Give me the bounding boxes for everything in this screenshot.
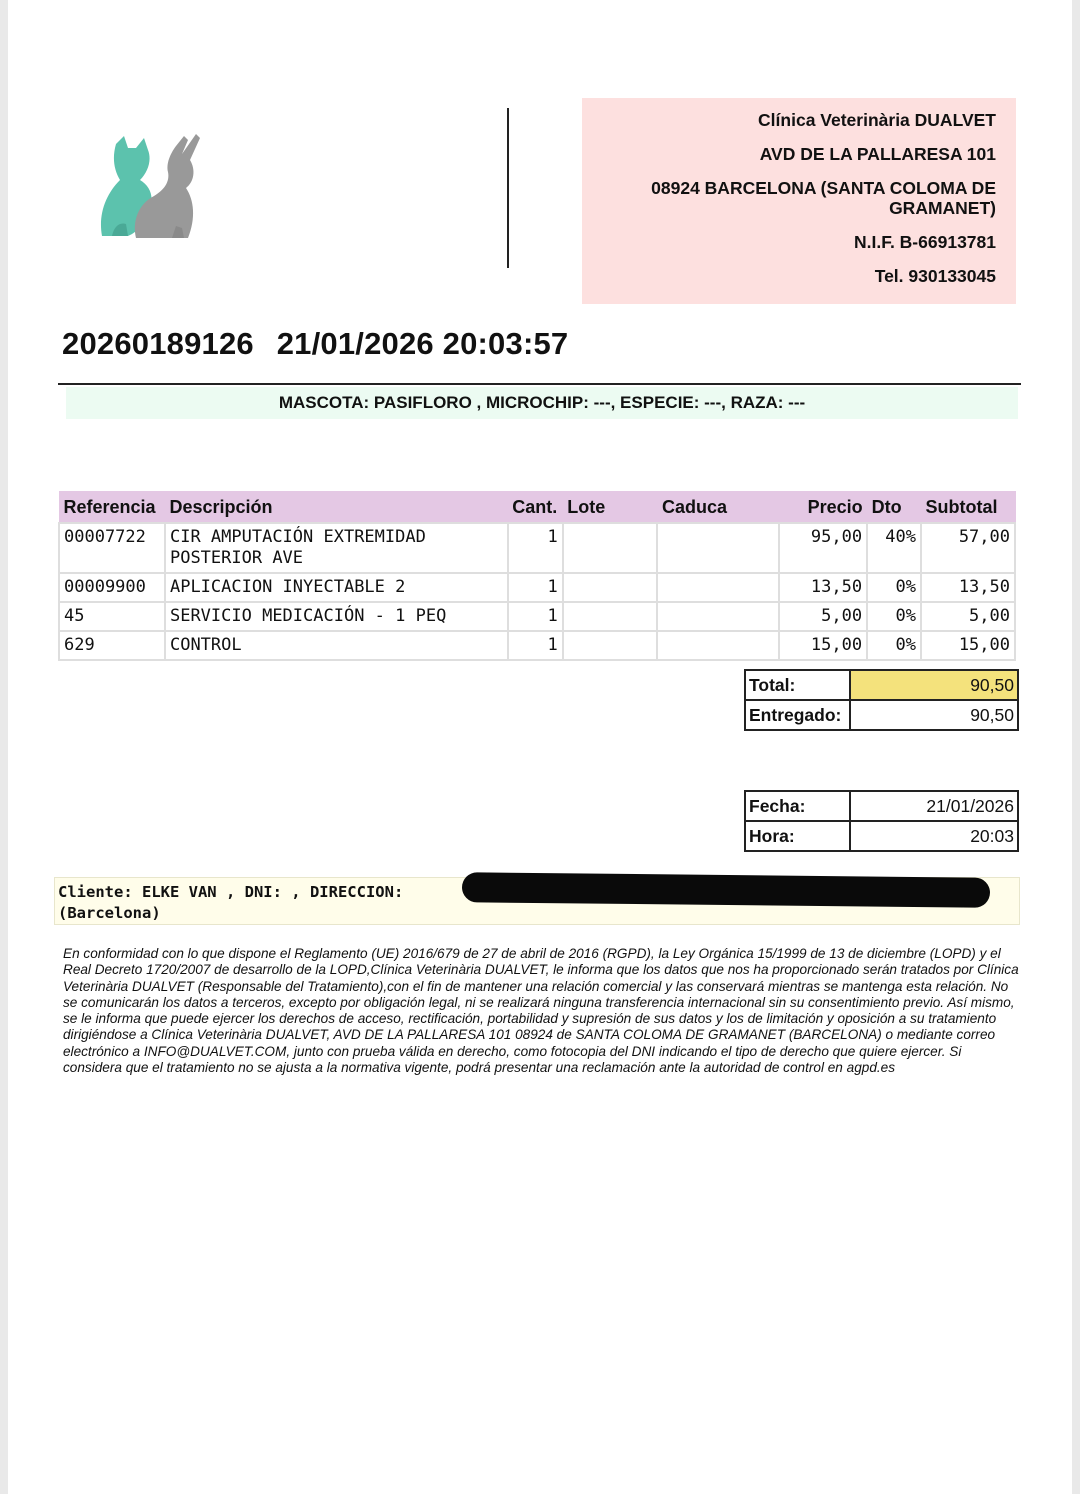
- cell-dto: 0%: [867, 602, 921, 631]
- date-value: 21/01/2026: [850, 791, 1018, 821]
- cell-dto: 0%: [867, 631, 921, 660]
- clinic-phone: Tel. 930133045: [874, 266, 996, 286]
- date-row: [745, 791, 1018, 821]
- table-header-row: [59, 492, 1015, 524]
- cell-dto: 0%: [867, 573, 921, 602]
- cell-ref: 00009900: [59, 573, 165, 602]
- redaction-mark: [462, 872, 990, 908]
- col-header-caduca: Caduca: [657, 492, 779, 524]
- cell-lote: [563, 523, 658, 573]
- table-row: [59, 602, 1015, 631]
- col-header-dto: Dto: [867, 492, 921, 524]
- pet-info-bar: MASCOTA: PASIFLORO , MICROCHIP: ---, ESPECIE: ---, RAZA: ---: [66, 387, 1018, 419]
- table-row: [59, 573, 1015, 602]
- cell-subtotal: 5,00: [921, 602, 1015, 631]
- cell-lote: [563, 602, 658, 631]
- cell-desc: SERVICIO MEDICACIÓN - 1 PEQ: [165, 602, 508, 631]
- cell-subtotal: 57,00: [921, 523, 1015, 573]
- cell-caduca: [657, 523, 779, 573]
- client-line1: Cliente: ELKE VAN , DNI: , DIRECCION:: [58, 883, 404, 901]
- legal-notice: En conformidad con lo que dispone el Reglamento (UE) 2016/679 de 27 de abril de 2016 (RGPD), la Ley Orgánica 15/1999 de 13 de diciembre (LOPD) y el Real Decreto 1720/2007 de desarrollo de la LOPD,Clínica Veterinària DUALVET, le informa que los datos que nos ha proporcionado serán tratados por Clínica Veterinària DUALVET (Responsable del Tratamiento),con el fin de mantener una relación comercial y las conservará mientras se mantenga esta relación. No se comunicarán los datos a terceros, excepto por obligación legal, ni se realizará ninguna transferencia internacional sin su consentimiento previo. Así mismo, se le informa que puede ejercer los derechos de acceso, rectificación, portabilidad y supresión de sus datos y los de limitación y oposición a su tratamiento dirigiéndose a Clínica Veterinària DUALVET, AVD DE LA PALLARESA 101 08924 de SANTA COLOMA DE GRAMANET (BARCELONA) o mediante correo electrónico a INFO@DUALVET.COM, junto con prueba válida en derecho, como fotocopia del DNI indicando el tipo de derecho que quiere ejercer. Si considera que el tratamiento no se ajusta a la normativa vigente, podrá presentar una reclamación ante la autoridad de control en agpd.es: [63, 946, 1019, 1076]
- page-edge-right: [1072, 0, 1080, 1494]
- cell-dto: 40%: [867, 523, 921, 573]
- col-header-subtotal: Subtotal: [921, 492, 1015, 524]
- cell-subtotal: 15,00: [921, 631, 1015, 660]
- cell-lote: [563, 631, 658, 660]
- clinic-nif: N.I.F. B-66913781: [853, 232, 996, 252]
- cell-qty: 1: [508, 602, 563, 631]
- col-header-precio: Precio: [779, 492, 867, 524]
- time-label: Hora:: [745, 821, 850, 851]
- cell-ref: 45: [59, 602, 165, 631]
- clinic-address: AVD DE LA PALLARESA 101: [759, 144, 996, 164]
- delivered-value: 90,50: [850, 700, 1018, 730]
- items-table: [58, 491, 1016, 661]
- cell-caduca: [657, 631, 779, 660]
- cell-precio: 13,50: [779, 573, 867, 602]
- cell-ref: 629: [59, 631, 165, 660]
- total-value: 90,50: [850, 670, 1018, 700]
- total-row: [745, 670, 1018, 700]
- page-edge-left: [0, 0, 8, 1494]
- cell-caduca: [657, 573, 779, 602]
- col-header-descripcion: Descripción: [165, 492, 508, 524]
- time-row: [745, 821, 1018, 851]
- cell-desc-line1: CIR AMPUTACIÓN EXTREMIDAD: [169, 527, 426, 547]
- clinic-info-box: [582, 98, 1016, 304]
- col-header-cant: Cant.: [508, 492, 563, 524]
- cell-precio: 95,00: [779, 523, 867, 573]
- cell-subtotal: 13,50: [921, 573, 1015, 602]
- delivered-row: [745, 700, 1018, 730]
- cell-qty: 1: [508, 573, 563, 602]
- clinic-name: Clínica Veterinària DUALVET: [758, 110, 996, 130]
- cell-ref: 00007722: [59, 523, 165, 573]
- cell-desc-line2: POSTERIOR AVE: [169, 548, 304, 568]
- cell-caduca: [657, 602, 779, 631]
- col-header-referencia: Referencia: [59, 492, 165, 524]
- client-line2: (Barcelona): [58, 904, 161, 922]
- document-header: [62, 326, 582, 362]
- cell-desc: [165, 523, 508, 573]
- totals-table: [744, 669, 1019, 731]
- cell-desc: APLICACION INYECTABLE 2: [165, 573, 508, 602]
- clinic-city-line2: GRAMANET): [889, 198, 996, 218]
- date-label: Fecha:: [745, 791, 850, 821]
- cell-qty: 1: [508, 631, 563, 660]
- cell-precio: 5,00: [779, 602, 867, 631]
- time-value: 20:03: [850, 821, 1018, 851]
- table-row: [59, 523, 1015, 573]
- cat-rabbit-logo-icon: [92, 130, 204, 242]
- cell-desc: CONTROL: [165, 631, 508, 660]
- table-row: [59, 631, 1015, 660]
- document-number: 20260189126: [62, 326, 254, 361]
- horizontal-rule: [58, 383, 1021, 385]
- total-label: Total:: [745, 670, 850, 700]
- cell-qty: 1: [508, 523, 563, 573]
- cell-lote: [563, 573, 658, 602]
- delivered-label: Entregado:: [745, 700, 850, 730]
- date-time-table: [744, 790, 1019, 852]
- document-datetime: 21/01/2026 20:03:57: [276, 326, 569, 361]
- header-divider: [507, 108, 509, 268]
- col-header-lote: Lote: [563, 492, 658, 524]
- clinic-city-line1: 08924 BARCELONA (SANTA COLOMA DE: [651, 178, 996, 198]
- cell-precio: 15,00: [779, 631, 867, 660]
